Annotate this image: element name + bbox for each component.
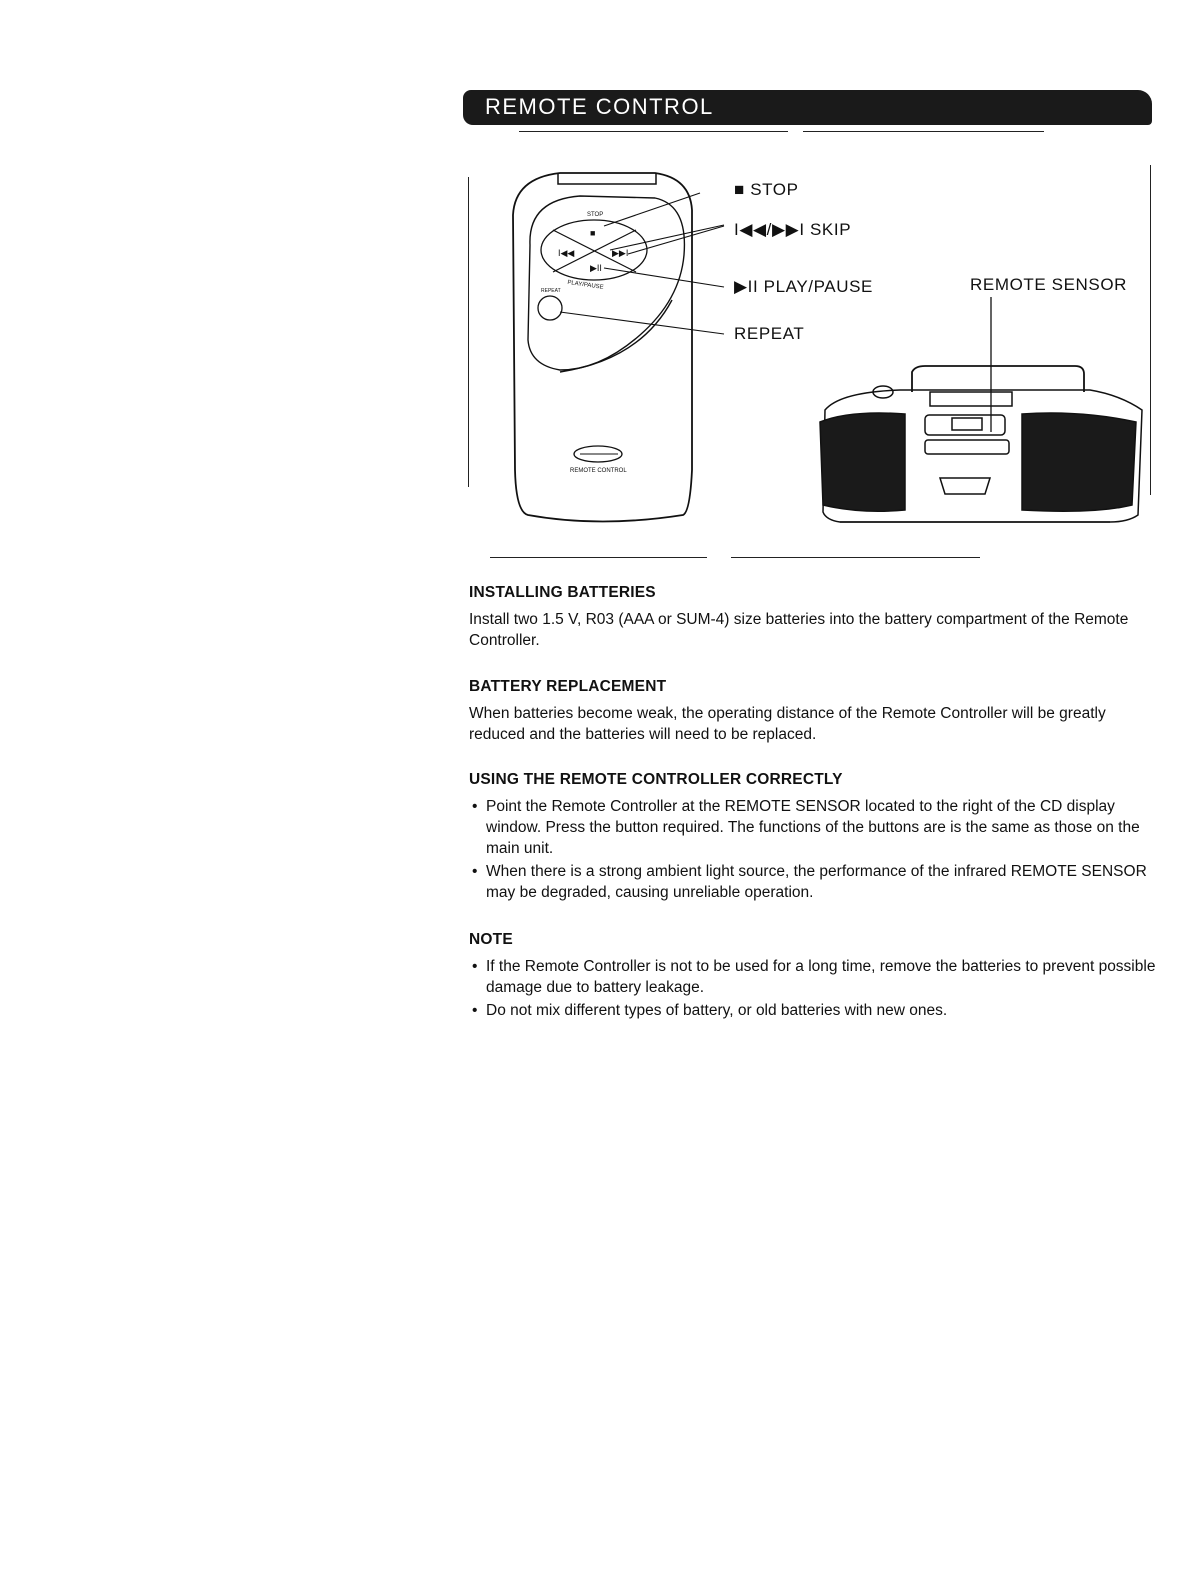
using-bullet-2: When there is a strong ambient light source, the performance of the infrared REMOTE SENSOR may be degraded, causing unreliable operation. [486,863,1147,901]
label-stop: ■ STOP [734,180,799,199]
replacement-section [469,676,1159,745]
remote-prev-glyph: I◀◀ [558,248,575,258]
list-item [469,1000,1159,1021]
label-play-pause: ▶II PLAY/PAUSE [734,277,873,296]
bullet-mark: • [472,1002,478,1019]
label-repeat: REPEAT [734,324,805,343]
using-heading: USING THE REMOTE CONTROLLER CORRECTLY [469,771,843,788]
note-bullet-2: Do not mix different types of battery, or old batteries with new ones. [486,1002,948,1019]
remote-repeat-text: REPEAT [541,288,561,294]
label-skip: I◀◀/▶▶I SKIP [734,220,852,239]
remote-next-glyph: ▶▶I [612,248,629,258]
note-section [469,929,1159,1023]
remote-play-pause-text: PLAY/PAUSE [566,279,604,291]
installing-section [469,582,1159,651]
bullet-mark: • [472,798,478,815]
installing-heading: INSTALLING BATTERIES [469,584,656,601]
note-heading: NOTE [469,931,513,948]
bullet-mark: • [472,958,478,975]
installing-body: Install two 1.5 V, R03 (AAA or SUM-4) size batteries into the battery compartment of the Remote Controller. [469,611,1129,649]
using-section [469,769,1159,905]
using-bullet-1: Point the Remote Controller at the REMOTE SENSOR located to the right of the CD display window. Press the button required. The functions of the buttons are is the same as those on the main unit. [486,798,1140,857]
list-item [469,956,1159,998]
remote-stop-glyph: ■ [590,228,596,238]
note-bullet-1: If the Remote Controller is not to be used for a long time, remove the batteries to prevent possible damage due to battery leakage. [486,958,1156,996]
remote-stop-text: STOP [587,212,604,218]
section-title: REMOTE CONTROL [485,94,714,119]
label-remote-sensor: REMOTE SENSOR [970,275,1128,294]
list-item [469,796,1159,859]
boombox-illustration [820,366,1142,522]
bullet-mark: • [472,863,478,880]
using-bullet-list [469,796,1159,903]
remote-play-glyph: ▶II [590,263,602,273]
remote-logo-caption: REMOTE CONTROL [570,468,627,474]
list-item [469,861,1159,903]
note-bullet-list [469,956,1159,1021]
replacement-body: When batteries become weak, the operating distance of the Remote Controller will be greatly reduced and the batteries will need to be replaced. [469,705,1106,743]
replacement-heading: BATTERY REPLACEMENT [469,678,667,695]
